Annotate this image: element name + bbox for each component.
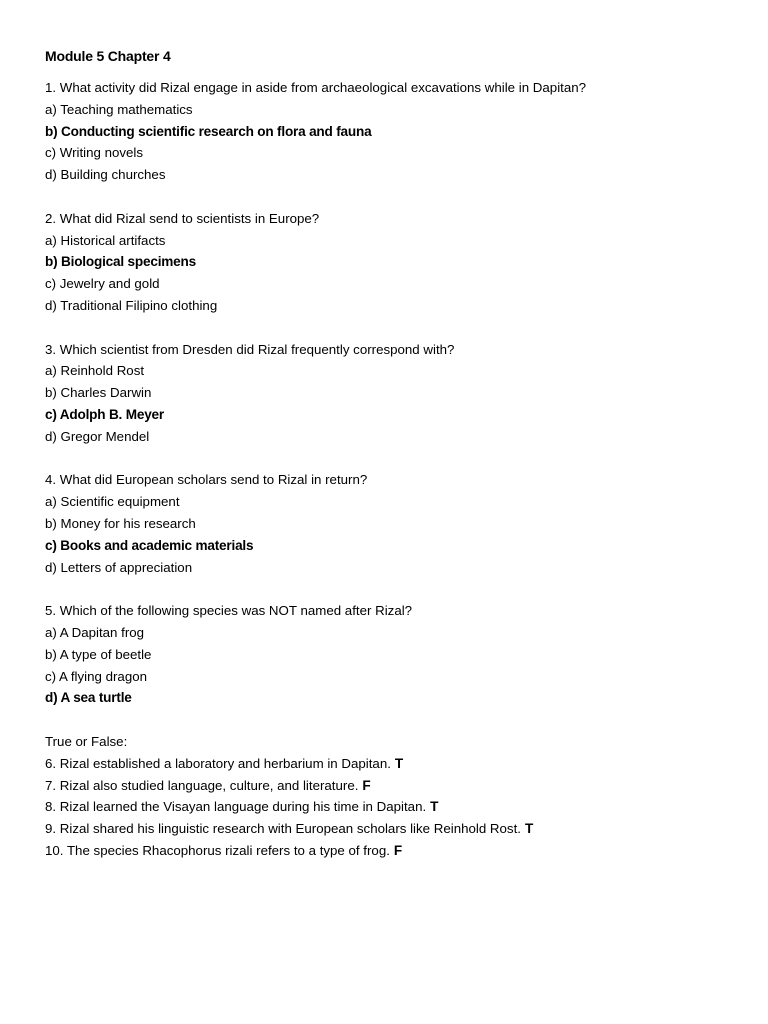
tf-answer: F [362,777,371,793]
question-1 [45,77,745,186]
option-a: a) Scientific equipment [45,494,180,510]
tf-statement: 8. Rizal learned the Visayan language during his time in Dapitan. [45,799,427,815]
question-text: 4. What did European scholars send to Rizal in return? [45,472,368,488]
option-d-correct: d) A sea turtle [45,690,132,706]
question-text: 1. What activity did Rizal engage in aside from archaeological excavations while in Dapitan? [45,80,587,95]
tf-answer: T [524,821,534,837]
option-b-correct: b) Conducting scientific research on flora and fauna [45,123,372,139]
option-d: d) Gregor Mendel [45,428,150,444]
option-c: c) Jewelry and gold [45,276,160,292]
tf-item-6 [45,753,745,775]
true-false-heading: True or False: [45,733,128,749]
question-text: 2. What did Rizal send to scientists in Europe? [45,210,320,226]
option-b: b) Money for his research [45,515,196,531]
option-a: a) A Dapitan frog [45,624,145,640]
tf-item-8 [45,796,745,818]
question-4 [45,469,745,578]
spacer [45,186,745,208]
question-5 [45,600,745,709]
question-2 [45,208,745,317]
true-false-section [45,731,745,862]
question-3 [45,339,745,448]
document-page [45,45,745,862]
option-c-correct: c) Books and academic materials [45,537,254,553]
option-a: a) Reinhold Rost [45,363,145,379]
tf-answer: F [393,842,403,858]
option-b: b) A type of beetle [45,646,152,662]
option-b-correct: b) Biological specimens [45,254,197,270]
option-c: c) A flying dragon [45,668,148,684]
option-d: d) Letters of appreciation [45,559,193,575]
option-c-correct: c) Adolph B. Meyer [45,406,165,422]
option-d: d) Traditional Filipino clothing [45,297,218,313]
option-b: b) Charles Darwin [45,385,152,401]
tf-item-7 [45,775,745,797]
document-title: Module 5 Chapter 4 [45,48,171,64]
tf-item-10 [45,840,745,862]
option-c: c) Writing novels [45,145,144,161]
tf-item-9 [45,818,745,840]
spacer [45,578,745,600]
tf-statement: 10. The species Rhacophorus rizali refers to a type of frog. [45,842,390,858]
tf-answer: T [394,755,404,771]
question-text: 3. Which scientist from Dresden did Rizal frequently correspond with? [45,341,455,357]
tf-statement: 6. Rizal established a laboratory and herbarium in Dapitan. [45,755,391,771]
option-a: a) Historical artifacts [45,232,166,248]
option-a: a) Teaching mathematics [45,101,193,117]
tf-statement: 7. Rizal also studied language, culture, and literature. [45,777,359,793]
spacer [45,317,745,339]
spacer [45,709,745,731]
option-d: d) Building churches [45,167,166,183]
tf-statement: 9. Rizal shared his linguistic research with European scholars like Reinhold Rost. [45,821,521,837]
tf-answer: T [430,799,439,815]
spacer [45,448,745,470]
question-text: 5. Which of the following species was NOT named after Rizal? [45,603,413,619]
